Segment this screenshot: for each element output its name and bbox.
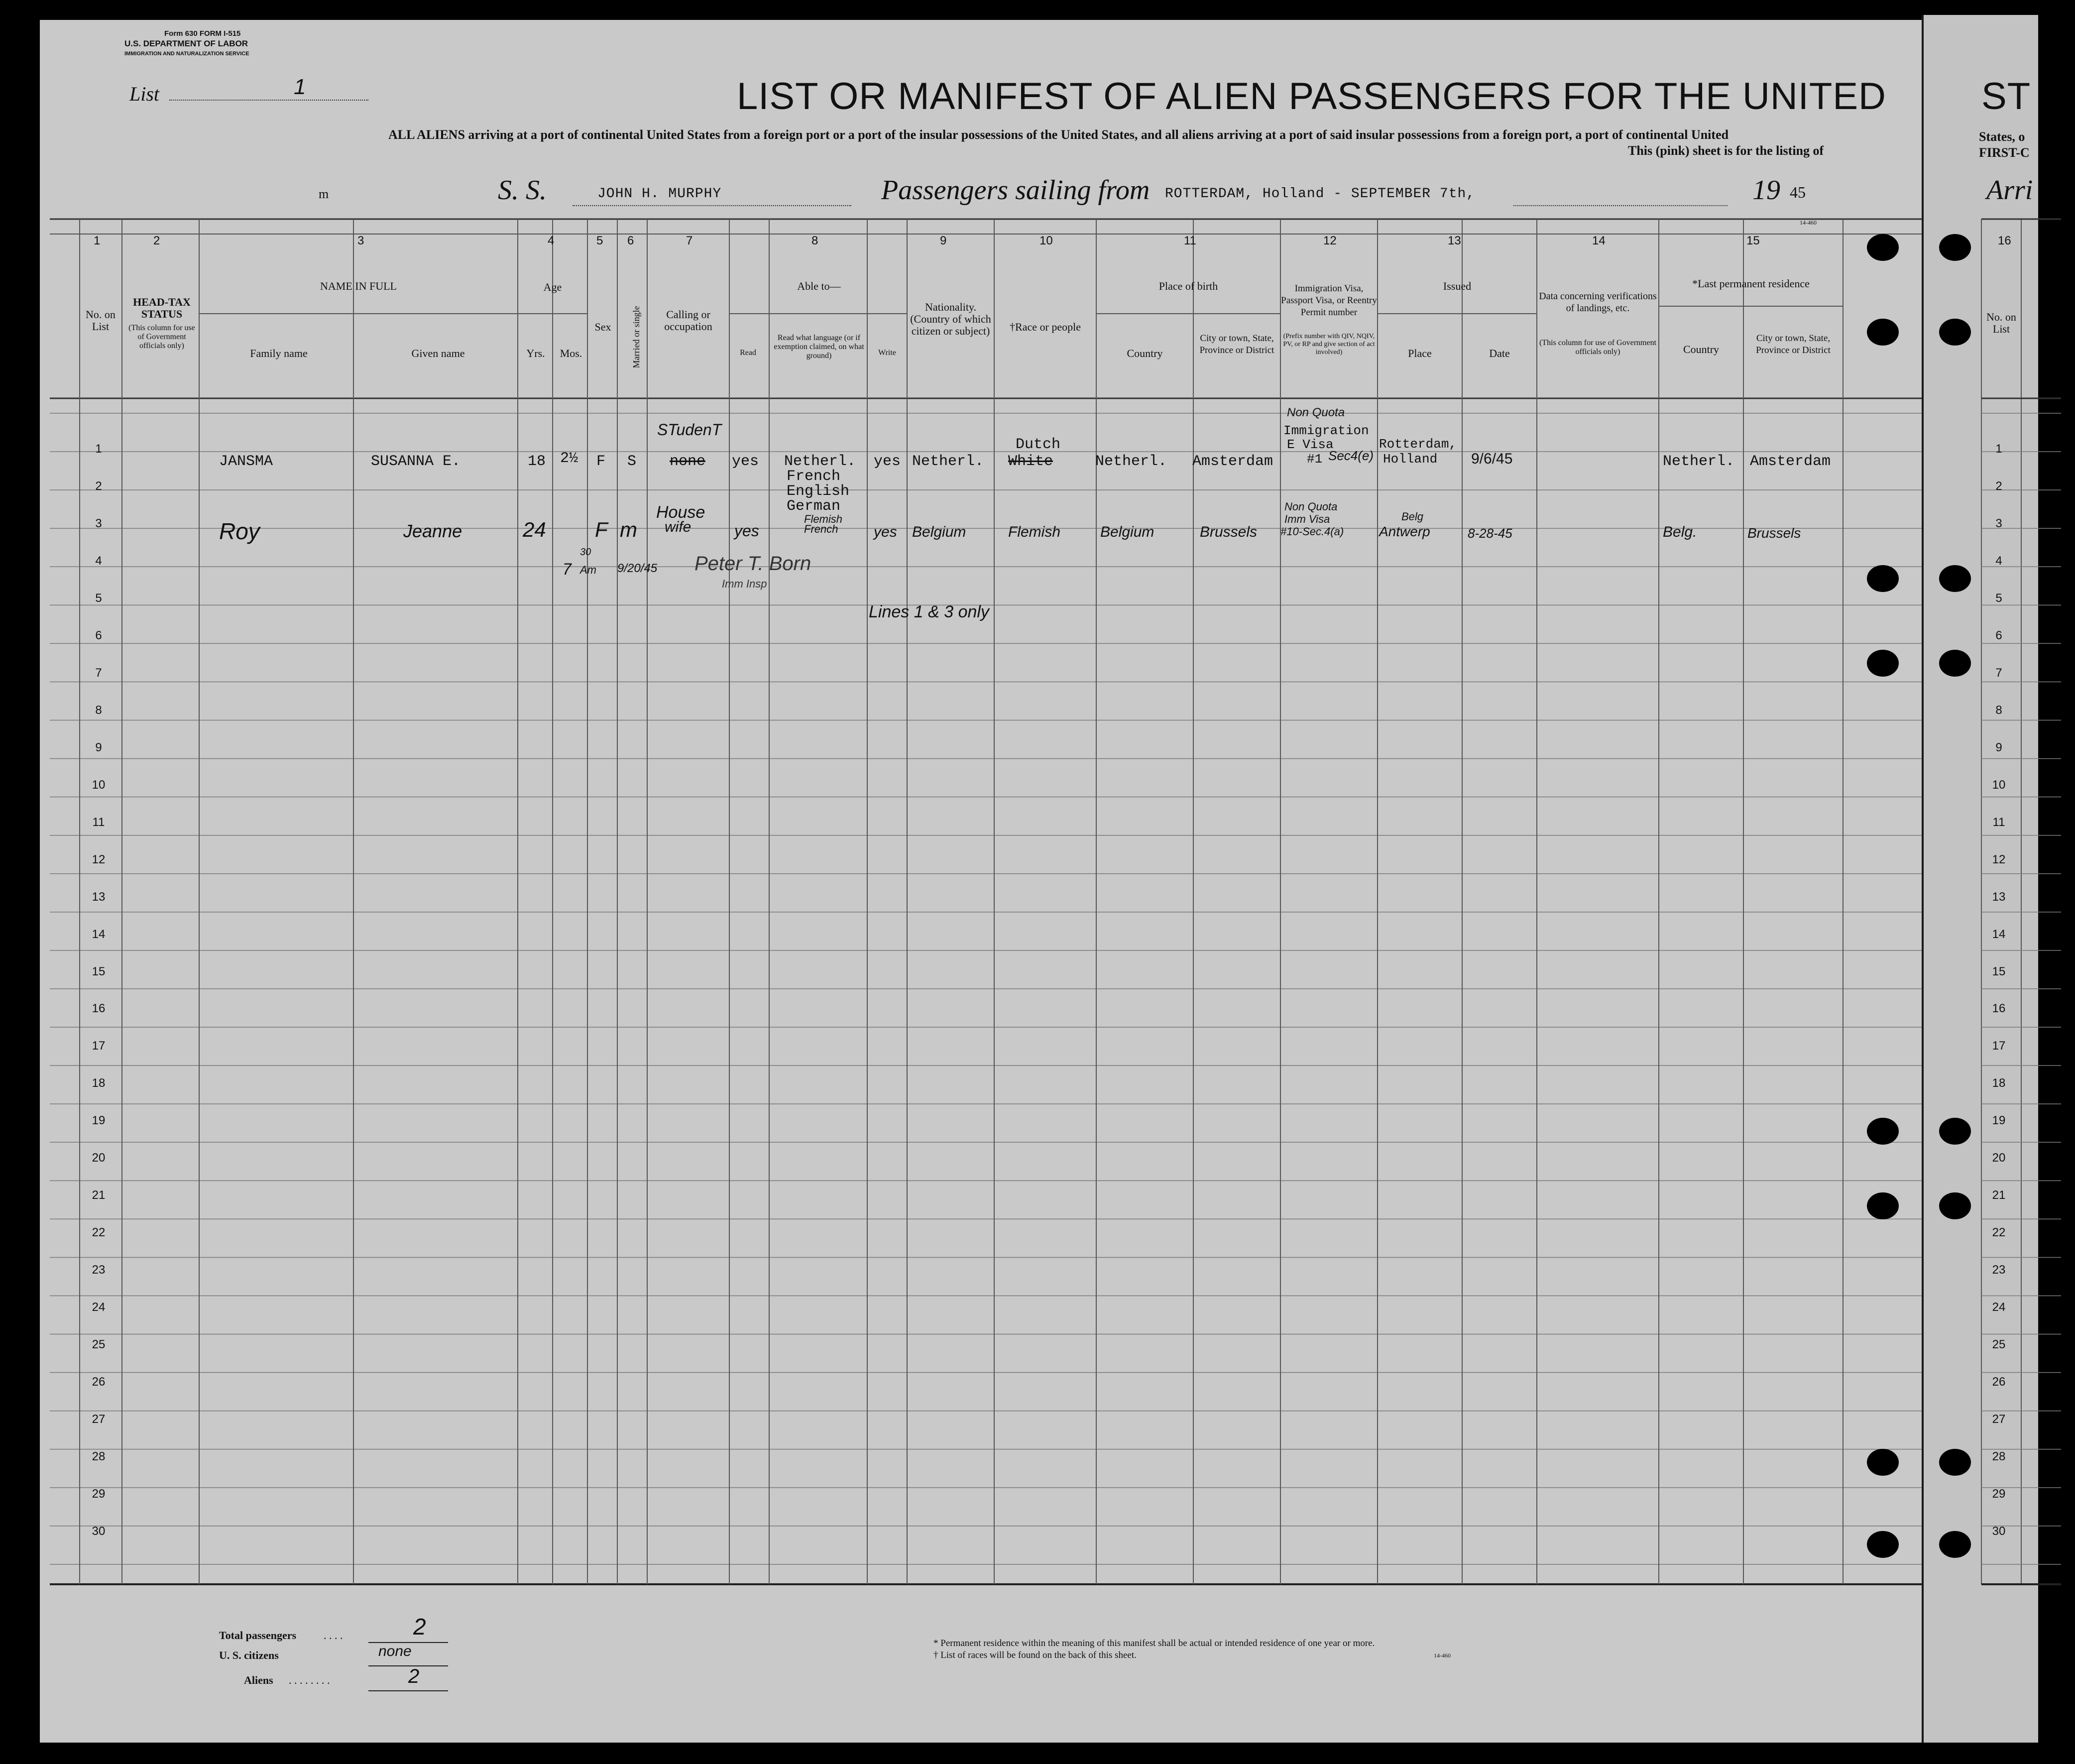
header-issued-date: Date xyxy=(1489,347,1510,359)
punch-hole xyxy=(1939,1118,1971,1145)
header-family-name: Family name xyxy=(250,347,308,359)
header-last-residence: *Last permanent residence xyxy=(1692,277,1810,290)
r1-write: yes xyxy=(874,453,901,470)
column-number: 4 xyxy=(548,234,555,247)
r3-res-city: Brussels xyxy=(1747,525,1801,541)
header-verification-note: (This column for use of Government officials only) xyxy=(1539,339,1657,356)
r1-issued-place-1: Rotterdam, xyxy=(1379,437,1457,452)
row-number: 1 xyxy=(95,442,102,456)
row-number: 29 xyxy=(92,1487,106,1501)
footnote-races: † List of races will be found on the back of this sheet. xyxy=(933,1650,1137,1660)
row-number-right: 30 xyxy=(1992,1525,2006,1538)
r1-age-months: 2½ xyxy=(560,450,578,467)
header-res-city: City or town, State, Province or District xyxy=(1756,333,1831,355)
form-stamp: Form 630 FORM I-515 xyxy=(164,29,241,38)
annotation-date: 9/20/45 xyxy=(617,562,658,575)
header-calling: Calling or occupation xyxy=(664,308,712,333)
r1-calling-handwritten: STudenT xyxy=(657,421,722,439)
service-label: IMMIGRATION AND NATURALIZATION SERVICE xyxy=(124,51,249,57)
row-number: 26 xyxy=(92,1375,106,1389)
header-mos: Mos. xyxy=(560,347,582,359)
header-no-on-list-right: No. on List xyxy=(1986,311,2016,335)
punch-hole xyxy=(1867,650,1899,677)
aliens-value: 2 xyxy=(408,1665,420,1687)
column-number: 3 xyxy=(357,234,364,247)
column-number: 15 xyxy=(1746,234,1760,247)
list-underline xyxy=(169,100,368,101)
lines-note: Lines 1 & 3 only xyxy=(869,602,989,621)
ship-underline xyxy=(573,205,851,206)
r3-visa-2: Imm Visa xyxy=(1284,513,1330,525)
header-able-to: Able to— xyxy=(797,280,841,292)
aliens-dots: . . . . . . . . xyxy=(289,1674,330,1686)
row-number: 2 xyxy=(95,479,102,493)
r3-birth-city: Brussels xyxy=(1200,524,1258,540)
year-suffix: 45 xyxy=(1790,183,1806,201)
r3-calling-2: wife xyxy=(665,519,692,535)
ss-label: S. S. xyxy=(498,175,547,206)
row-number: 11 xyxy=(92,815,105,829)
row-number-right: 27 xyxy=(1992,1412,2006,1426)
header-given-name: Given name xyxy=(411,347,465,359)
r1-issued-place-2: Holland xyxy=(1383,452,1438,467)
us-citizens-label: U. S. citizens xyxy=(219,1649,279,1661)
page-title-continued: ST xyxy=(1981,75,2031,118)
arrival-continued: Arri xyxy=(1986,175,2033,206)
r1-nationality: Netherl. xyxy=(912,453,984,470)
r3-marital: m xyxy=(620,518,637,541)
row-number-right: 23 xyxy=(1992,1263,2006,1277)
header-visa: Immigration Visa, Passport Visa, or Reentry Permit number xyxy=(1281,283,1377,318)
punch-hole xyxy=(1939,234,1971,261)
row-number-right: 16 xyxy=(1992,1002,2006,1016)
r1-res-country: Netherl. xyxy=(1663,453,1735,470)
punch-hole xyxy=(1867,319,1899,346)
header-issued: Issued xyxy=(1443,280,1472,292)
r3-read: yes xyxy=(734,522,759,540)
r3-age-years: 24 xyxy=(523,518,546,541)
row-number: 25 xyxy=(92,1338,106,1352)
column-number: 11 xyxy=(1184,234,1196,247)
row-number-right: 24 xyxy=(1992,1300,2006,1314)
punch-hole xyxy=(1939,565,1971,592)
header-res-country: Country xyxy=(1683,343,1720,355)
row-number-right: 10 xyxy=(1992,778,2006,792)
r1-language-4: German xyxy=(787,498,841,515)
intro-cont-1: States, o xyxy=(1979,129,2025,144)
footnote-residence: * Permanent residence within the meaning of this manifest shall be actual or intended residence of one year or more. xyxy=(933,1638,1375,1648)
row-number-right: 19 xyxy=(1992,1114,2006,1128)
list-label: List xyxy=(129,83,160,105)
row-number: 30 xyxy=(92,1525,106,1538)
r3-race: Flemish xyxy=(1008,524,1061,540)
row-number-right: 18 xyxy=(1992,1076,2006,1090)
us-underline xyxy=(368,1665,448,1666)
r1-visa-line2: E Visa xyxy=(1287,437,1334,452)
intro-cont-2: FIRST-C xyxy=(1979,145,2030,160)
r3-language-1: Flemish xyxy=(804,513,843,525)
header-race: †Race or people xyxy=(1010,321,1081,333)
intro-text: ALL ALIENS arriving at a port of continental United States from a foreign port or a port of the insular possessions of the United States, and all aliens arriving at a port of said insular possessions from a foreign port, a port of continental United xyxy=(388,127,1729,142)
r1-family-name: JANSMA xyxy=(219,453,273,470)
row-number-right: 3 xyxy=(1995,516,2002,530)
column-number: 12 xyxy=(1323,234,1337,247)
row-number: 18 xyxy=(92,1076,106,1090)
punch-hole xyxy=(1939,1449,1971,1476)
row-number-right: 8 xyxy=(1995,703,2002,717)
r1-language-1: Netherl. xyxy=(784,453,856,470)
row-number-right: 15 xyxy=(1992,964,2006,978)
r3-sex: F xyxy=(595,518,608,541)
header-issued-place: Place xyxy=(1408,347,1432,359)
row-number: 22 xyxy=(92,1226,106,1240)
header-visa-note: (Prefix number with QIV, NQIV, PV, or RP and give section of act involved) xyxy=(1283,333,1375,356)
total-passengers-value: 2 xyxy=(413,1614,426,1640)
row-number-right: 13 xyxy=(1992,890,2006,904)
r1-race-struck: White xyxy=(1008,453,1053,470)
row-number: 6 xyxy=(95,628,102,642)
column-number: 8 xyxy=(811,234,818,247)
r3-write: yes xyxy=(874,524,897,540)
r3-given-name: Jeanne xyxy=(403,521,462,541)
row-number-right: 4 xyxy=(1995,554,2002,568)
total-passengers-label: Total passengers xyxy=(219,1629,297,1642)
punch-hole xyxy=(1867,234,1899,261)
r3-birth-country: Belgium xyxy=(1100,524,1154,540)
header-nationality: Nationality. (Country of which citizen or subject) xyxy=(910,301,991,337)
column-number: 13 xyxy=(1448,234,1461,247)
row-number-right: 22 xyxy=(1992,1226,2006,1240)
r3-family-name: Roy xyxy=(219,518,260,544)
row-number-right: 25 xyxy=(1992,1338,2006,1352)
column-number: 14 xyxy=(1592,234,1606,247)
row-number-right: 6 xyxy=(1995,628,2002,642)
r1-visa-handwritten: Non Quota xyxy=(1287,406,1345,419)
annotation-time-minutes: 30 xyxy=(580,547,591,558)
header-verification: Data concerning verifications of landings, etc. xyxy=(1539,291,1657,314)
row-number-right: 14 xyxy=(1992,927,2006,941)
header-head-tax: HEAD-TAX STATUS xyxy=(133,296,191,320)
row-number: 9 xyxy=(95,740,102,754)
punch-hole xyxy=(1867,1192,1899,1219)
header-no-on-list: No. on List xyxy=(86,308,115,333)
row-number-right: 26 xyxy=(1992,1375,2006,1389)
ship-name: JOHN H. MURPHY xyxy=(597,186,722,202)
header-name-in-full: NAME IN FULL xyxy=(320,280,397,292)
department-label: U.S. DEPARTMENT OF LABOR xyxy=(124,39,248,48)
row-number-right: 28 xyxy=(1992,1450,2006,1464)
r1-issued-date: 9/6/45 xyxy=(1471,451,1513,467)
header-write: Write xyxy=(878,349,896,357)
row-number-right: 7 xyxy=(1995,666,2002,680)
r1-age-years: 18 xyxy=(528,453,546,470)
form-code: 14-460 xyxy=(1800,219,1817,226)
r1-language-3: English xyxy=(787,483,850,500)
header-read: Read xyxy=(740,349,756,357)
header-married: Married or single xyxy=(631,306,641,368)
row-number: 23 xyxy=(92,1263,106,1277)
header-birth-country: Country xyxy=(1127,347,1163,359)
r3-issued-place-1: Belg xyxy=(1401,510,1424,523)
page-title: LIST OR MANIFEST OF ALIEN PASSENGERS FOR THE UNITED xyxy=(737,75,1886,118)
r1-visa-section: Sec4(e) xyxy=(1328,448,1374,463)
r3-nationality: Belgium xyxy=(912,524,966,540)
row-number: 24 xyxy=(92,1300,106,1314)
row-number: 12 xyxy=(92,852,106,866)
total-passengers-dots: . . . . xyxy=(324,1629,343,1642)
column-number: 1 xyxy=(94,234,101,247)
punch-hole xyxy=(1939,650,1971,677)
row-number-right: 1 xyxy=(1995,442,2002,456)
column-number: 2 xyxy=(153,234,160,247)
header-birth-city: City or town, State, Province or District xyxy=(1199,333,1274,355)
r1-calling-struck: none xyxy=(670,453,706,470)
punch-hole xyxy=(1939,1531,1971,1558)
row-number: 5 xyxy=(95,591,102,605)
row-number-right: 20 xyxy=(1992,1151,2006,1165)
row-number: 13 xyxy=(92,890,106,904)
row-number-right: 12 xyxy=(1992,852,2006,866)
intro-text-2: This (pink) sheet is for the listing of xyxy=(1628,143,1824,158)
us-citizens-value: none xyxy=(378,1643,412,1659)
annotation-time-am: Am xyxy=(580,564,596,576)
r1-marital: S xyxy=(627,453,637,470)
punch-hole xyxy=(1867,1118,1899,1145)
list-number: 1 xyxy=(294,75,306,99)
row-number-right: 11 xyxy=(1992,815,2005,829)
row-number: 21 xyxy=(92,1188,106,1202)
column-number: 6 xyxy=(627,234,634,247)
row-number: 27 xyxy=(92,1412,106,1426)
row-number: 14 xyxy=(92,927,106,941)
row-number-right: 21 xyxy=(1992,1188,2006,1202)
column-number: 5 xyxy=(596,234,603,247)
header-read-language: Read what language (or if exemption claimed, on what ground) xyxy=(774,334,864,360)
row-number-right: 29 xyxy=(1992,1487,2006,1501)
aliens-underline xyxy=(368,1690,448,1691)
r1-visa-line3: #1 xyxy=(1307,452,1323,467)
r1-read: yes xyxy=(732,453,759,470)
row-number: 19 xyxy=(92,1114,106,1128)
header-age: Age xyxy=(543,281,562,293)
r1-birth-city: Amsterdam xyxy=(1192,453,1273,470)
total-underline xyxy=(368,1642,448,1643)
column-number: 9 xyxy=(940,234,947,247)
inspector-title: Imm Insp xyxy=(722,578,767,590)
r1-sex: F xyxy=(596,453,606,470)
header-head-tax-note: (This column for use of Government officials only) xyxy=(128,324,195,350)
column-number: 7 xyxy=(686,234,693,247)
row-number: 20 xyxy=(92,1151,106,1165)
column-number: 10 xyxy=(1039,234,1053,247)
header-sex: Sex xyxy=(594,321,611,333)
header-yrs: Yrs. xyxy=(526,347,545,359)
row-number: 4 xyxy=(95,554,102,568)
punch-hole xyxy=(1939,1192,1971,1219)
r3-visa-3: #10-Sec.4(a) xyxy=(1280,525,1344,538)
row-number: 16 xyxy=(92,1002,106,1016)
row-number: 28 xyxy=(92,1450,106,1464)
r1-res-city: Amsterdam xyxy=(1750,453,1831,470)
sailing-from: ROTTERDAM, Holland - SEPTEMBER 7th, xyxy=(1165,186,1476,202)
punch-hole xyxy=(1867,1449,1899,1476)
row-number-right: 9 xyxy=(1995,740,2002,754)
m-mark: m xyxy=(319,187,329,201)
row-number: 8 xyxy=(95,703,102,717)
r1-birth-country: Netherl. xyxy=(1095,453,1167,470)
punch-hole xyxy=(1867,565,1899,592)
punch-hole xyxy=(1939,319,1971,346)
footer-form-code: 14-460 xyxy=(1434,1652,1451,1659)
header-place-of-birth: Place of birth xyxy=(1158,280,1218,292)
r3-issued-place-2: Antwerp xyxy=(1379,524,1430,539)
row-number-right: 5 xyxy=(1995,591,2002,605)
row-number-right: 2 xyxy=(1995,479,2002,493)
row-number: 17 xyxy=(92,1039,106,1053)
r3-language-2: French xyxy=(804,523,838,535)
r3-issued-date: 8-28-45 xyxy=(1468,526,1512,541)
r3-calling-1: House xyxy=(656,503,705,522)
r3-visa-1: Non Quota xyxy=(1284,500,1338,513)
row-number: 7 xyxy=(95,666,102,680)
punch-hole xyxy=(1867,1531,1899,1558)
sailing-label: Passengers sailing from xyxy=(881,175,1150,206)
row-number: 15 xyxy=(92,964,106,978)
inspector-signature: Peter T. Born xyxy=(694,553,811,575)
year-prefix: 19 xyxy=(1752,175,1780,206)
r1-given-name: SUSANNA E. xyxy=(371,453,461,470)
r3-res-country: Belg. xyxy=(1663,524,1697,540)
r1-language-2: French xyxy=(787,468,841,485)
column-number: 16 xyxy=(1998,234,2011,247)
aliens-label: Aliens xyxy=(244,1674,273,1686)
row-number: 10 xyxy=(92,778,106,792)
sailing-underline xyxy=(1513,205,1728,206)
row-number: 3 xyxy=(95,516,102,530)
row-number-right: 17 xyxy=(1992,1039,2006,1053)
annotation-time-hour: 7 xyxy=(563,560,572,578)
r1-visa-line1: Immigration xyxy=(1283,423,1369,438)
r1-race: Dutch xyxy=(1016,436,1061,453)
